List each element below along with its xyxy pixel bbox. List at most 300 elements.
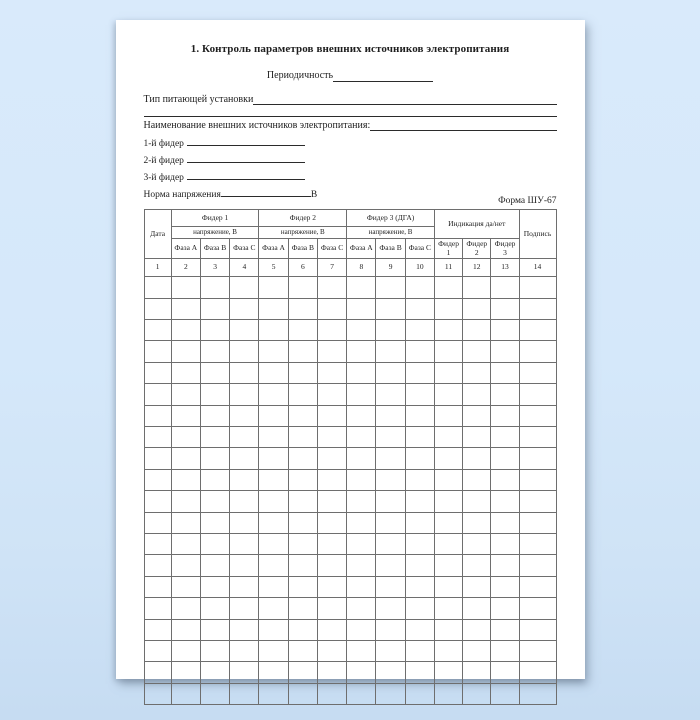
table-empty-cell <box>259 277 288 298</box>
table-empty-cell <box>405 426 434 447</box>
table-empty-cell <box>317 491 346 512</box>
table-empty-cell <box>317 662 346 683</box>
feeder-1-label: 1-й фидер <box>143 139 184 149</box>
table-empty-cell <box>317 512 346 533</box>
table-empty-cell <box>376 555 405 576</box>
feeder-2-blank-line <box>187 152 305 163</box>
table-empty-cell <box>519 576 556 597</box>
table-body <box>144 277 556 705</box>
table-empty-cell <box>519 362 556 383</box>
table-empty-cell <box>376 598 405 619</box>
table-empty-cell <box>144 384 171 405</box>
table-empty-cell <box>463 362 491 383</box>
table-empty-cell <box>171 469 200 490</box>
feeder-1-group-header: Фидер 1 <box>171 210 259 227</box>
continuation-blank-row <box>144 106 557 117</box>
table-empty-cell <box>519 298 556 319</box>
table-empty-cell <box>347 533 376 554</box>
table-header <box>144 210 556 277</box>
table-empty-cell <box>171 320 200 341</box>
table-empty-cell <box>317 555 346 576</box>
table-empty-cell <box>144 362 171 383</box>
table-empty-cell <box>200 469 229 490</box>
table-empty-cell <box>317 448 346 469</box>
table-empty-cell <box>491 341 519 362</box>
table-empty-cell <box>144 533 171 554</box>
table-empty-cell <box>491 384 519 405</box>
column-number: 14 <box>519 259 556 277</box>
table-empty-cell <box>519 683 556 704</box>
table-empty-cell <box>259 491 288 512</box>
table-empty-cell <box>491 640 519 661</box>
feeder-2-phase-b-header: Фаза В <box>288 239 317 259</box>
table-empty-cell <box>491 469 519 490</box>
column-number: 10 <box>405 259 434 277</box>
table-empty-cell <box>317 384 346 405</box>
table-empty-cell <box>434 341 462 362</box>
column-number: 8 <box>347 259 376 277</box>
table-empty-cell <box>347 512 376 533</box>
table-empty-cell <box>288 405 317 426</box>
table-empty-cell <box>434 598 462 619</box>
sources-heading-row <box>144 120 557 132</box>
table-empty-cell <box>200 512 229 533</box>
table-empty-cell <box>230 341 259 362</box>
table-empty-cell <box>376 426 405 447</box>
table-empty-cell <box>434 640 462 661</box>
table-empty-cell <box>519 448 556 469</box>
installation-type-row <box>144 94 557 106</box>
feeder-1-phase-a-header: Фаза А <box>171 239 200 259</box>
table-empty-cell <box>200 298 229 319</box>
table-empty-cell <box>171 405 200 426</box>
table-empty-cell <box>144 491 171 512</box>
table-empty-cell <box>200 277 229 298</box>
table-empty-cell <box>491 555 519 576</box>
table-empty-row <box>144 448 556 469</box>
table-empty-cell <box>434 448 462 469</box>
table-empty-cell <box>259 598 288 619</box>
table-empty-cell <box>317 533 346 554</box>
table-empty-cell <box>491 405 519 426</box>
table-empty-cell <box>434 491 462 512</box>
table-empty-cell <box>200 426 229 447</box>
table-empty-cell <box>519 277 556 298</box>
table-empty-cell <box>347 448 376 469</box>
table-empty-cell <box>259 533 288 554</box>
table-empty-cell <box>463 640 491 661</box>
column-number: 4 <box>230 259 259 277</box>
table-empty-cell <box>491 362 519 383</box>
table-empty-row <box>144 426 556 447</box>
table-empty-cell <box>230 362 259 383</box>
table-empty-cell <box>463 512 491 533</box>
table-empty-cell <box>288 277 317 298</box>
table-empty-cell <box>434 320 462 341</box>
feeder-2-phase-c-header: Фаза С <box>317 239 346 259</box>
table-empty-cell <box>259 469 288 490</box>
table-empty-cell <box>519 533 556 554</box>
table-empty-cell <box>463 683 491 704</box>
table-empty-cell <box>230 384 259 405</box>
table-empty-cell <box>171 384 200 405</box>
table-empty-cell <box>230 598 259 619</box>
table-empty-cell <box>519 384 556 405</box>
table-empty-cell <box>288 555 317 576</box>
table-empty-row <box>144 362 556 383</box>
table-empty-cell <box>405 469 434 490</box>
feeder-3-phase-c-header: Фаза С <box>405 239 434 259</box>
table-empty-cell <box>434 512 462 533</box>
table-empty-cell <box>144 405 171 426</box>
table-empty-cell <box>288 576 317 597</box>
table-empty-row <box>144 576 556 597</box>
table-empty-cell <box>405 662 434 683</box>
table-empty-cell <box>144 277 171 298</box>
app-background <box>0 20 700 679</box>
table-empty-cell <box>288 533 317 554</box>
table-empty-cell <box>171 598 200 619</box>
table-empty-cell <box>317 341 346 362</box>
table-empty-cell <box>491 683 519 704</box>
table-empty-cell <box>317 362 346 383</box>
table-empty-cell <box>347 341 376 362</box>
table-empty-cell <box>144 469 171 490</box>
table-empty-cell <box>259 662 288 683</box>
table-empty-row <box>144 277 556 298</box>
table-empty-cell <box>347 555 376 576</box>
table-empty-cell <box>144 426 171 447</box>
table-empty-cell <box>144 640 171 661</box>
table-empty-cell <box>519 405 556 426</box>
table-empty-cell <box>259 362 288 383</box>
feeder-2-row <box>144 152 557 169</box>
table-empty-cell <box>200 320 229 341</box>
signature-column-header: Подпись <box>519 210 556 259</box>
table-empty-cell <box>347 640 376 661</box>
table-empty-cell <box>376 640 405 661</box>
table-empty-cell <box>434 576 462 597</box>
table-empty-cell <box>519 426 556 447</box>
table-empty-cell <box>376 448 405 469</box>
table-empty-cell <box>230 469 259 490</box>
table-empty-cell <box>288 683 317 704</box>
table-empty-cell <box>259 512 288 533</box>
table-empty-cell <box>376 491 405 512</box>
table-empty-cell <box>288 598 317 619</box>
table-empty-cell <box>288 469 317 490</box>
indication-feeder-3-header: Фидер 3 <box>491 239 519 259</box>
voltage-unit-label: В <box>310 190 318 200</box>
column-number: 9 <box>376 259 405 277</box>
indication-feeder-2-header: Фидер 2 <box>463 239 491 259</box>
table-empty-cell <box>463 533 491 554</box>
table-empty-cell <box>405 512 434 533</box>
table-empty-cell <box>230 662 259 683</box>
feeder-2-voltage-subheader: напряжение, В <box>259 227 347 239</box>
table-empty-cell <box>317 277 346 298</box>
table-empty-cell <box>491 491 519 512</box>
table-empty-row <box>144 555 556 576</box>
table-empty-cell <box>463 448 491 469</box>
table-empty-cell <box>171 491 200 512</box>
table-empty-cell <box>200 640 229 661</box>
table-empty-cell <box>463 426 491 447</box>
table-empty-cell <box>463 576 491 597</box>
table-empty-cell <box>463 384 491 405</box>
table-empty-cell <box>288 384 317 405</box>
control-parameters-table <box>144 209 557 705</box>
column-number: 12 <box>463 259 491 277</box>
periodicity-label: Периодичность <box>266 70 334 81</box>
table-empty-cell <box>491 277 519 298</box>
table-empty-cell <box>405 576 434 597</box>
table-empty-cell <box>405 448 434 469</box>
feeder-3-group-header: Фидер 3 (ДГА) <box>347 210 435 227</box>
table-empty-cell <box>519 512 556 533</box>
table-empty-row <box>144 320 556 341</box>
table-empty-cell <box>259 576 288 597</box>
table-empty-cell <box>376 362 405 383</box>
feeder-3-label: 3-й фидер <box>143 173 184 183</box>
table-empty-cell <box>288 362 317 383</box>
table-empty-cell <box>519 662 556 683</box>
table-empty-cell <box>171 298 200 319</box>
table-empty-cell <box>230 619 259 640</box>
table-empty-cell <box>171 619 200 640</box>
table-empty-cell <box>230 491 259 512</box>
feeder-1-row <box>144 135 557 152</box>
table-empty-cell <box>347 491 376 512</box>
table-empty-cell <box>230 320 259 341</box>
indication-feeder-1-header: Фидер 1 <box>434 239 462 259</box>
table-empty-cell <box>144 298 171 319</box>
table-empty-cell <box>434 533 462 554</box>
table-empty-row <box>144 640 556 661</box>
table-empty-cell <box>259 405 288 426</box>
table-empty-cell <box>463 320 491 341</box>
voltage-norm-blank-line <box>221 186 311 197</box>
table-empty-cell <box>434 384 462 405</box>
table-empty-cell <box>317 320 346 341</box>
table-empty-cell <box>144 662 171 683</box>
feeder-3-phase-a-header: Фаза А <box>347 239 376 259</box>
table-empty-cell <box>144 512 171 533</box>
table-empty-cell <box>491 512 519 533</box>
table-empty-cell <box>405 298 434 319</box>
table-empty-cell <box>200 384 229 405</box>
table-empty-row <box>144 533 556 554</box>
feeder-3-voltage-subheader: напряжение, В <box>347 227 435 239</box>
table-empty-cell <box>171 662 200 683</box>
table-empty-cell <box>434 469 462 490</box>
table-empty-cell <box>171 341 200 362</box>
table-empty-cell <box>405 491 434 512</box>
form-document-page <box>116 20 585 679</box>
table-empty-cell <box>200 555 229 576</box>
table-empty-cell <box>463 277 491 298</box>
table-empty-cell <box>230 640 259 661</box>
table-empty-cell <box>347 384 376 405</box>
table-empty-row <box>144 619 556 640</box>
table-empty-cell <box>491 448 519 469</box>
table-empty-cell <box>376 405 405 426</box>
table-empty-cell <box>230 512 259 533</box>
table-empty-cell <box>519 491 556 512</box>
table-empty-cell <box>376 683 405 704</box>
feeder-2-group-header: Фидер 2 <box>259 210 347 227</box>
table-empty-cell <box>230 405 259 426</box>
table-empty-cell <box>259 426 288 447</box>
table-empty-cell <box>491 662 519 683</box>
table-empty-cell <box>405 640 434 661</box>
table-empty-cell <box>230 683 259 704</box>
table-empty-cell <box>317 619 346 640</box>
table-empty-cell <box>347 469 376 490</box>
column-number: 6 <box>288 259 317 277</box>
sources-blank-line <box>370 120 556 131</box>
table-empty-cell <box>347 426 376 447</box>
table-empty-cell <box>405 683 434 704</box>
table-empty-cell <box>405 362 434 383</box>
table-empty-cell <box>230 448 259 469</box>
table-empty-cell <box>405 341 434 362</box>
table-empty-cell <box>491 598 519 619</box>
table-empty-cell <box>259 448 288 469</box>
table-empty-cell <box>230 555 259 576</box>
table-empty-cell <box>317 405 346 426</box>
table-empty-cell <box>376 384 405 405</box>
table-empty-cell <box>463 341 491 362</box>
table-empty-cell <box>144 683 171 704</box>
table-empty-cell <box>434 662 462 683</box>
table-empty-cell <box>288 341 317 362</box>
table-empty-cell <box>317 640 346 661</box>
table-empty-cell <box>171 277 200 298</box>
table-empty-cell <box>347 576 376 597</box>
table-empty-cell <box>347 662 376 683</box>
table-empty-cell <box>519 341 556 362</box>
table-empty-cell <box>259 555 288 576</box>
feeder-3-blank-line <box>187 169 305 180</box>
table-empty-cell <box>434 362 462 383</box>
table-empty-cell <box>491 576 519 597</box>
installation-type-blank-line <box>253 94 556 105</box>
table-empty-cell <box>288 320 317 341</box>
table-empty-cell <box>288 640 317 661</box>
table-empty-cell <box>463 662 491 683</box>
table-empty-cell <box>230 426 259 447</box>
table-empty-cell <box>230 576 259 597</box>
table-empty-cell <box>463 298 491 319</box>
table-empty-cell <box>519 640 556 661</box>
table-empty-cell <box>200 362 229 383</box>
table-empty-cell <box>463 491 491 512</box>
document-title: 1. Контроль параметров внешних источников электропитания <box>190 43 510 55</box>
table-empty-cell <box>230 298 259 319</box>
table-empty-cell <box>171 426 200 447</box>
table-empty-row <box>144 683 556 704</box>
table-empty-cell <box>317 469 346 490</box>
table-empty-cell <box>376 298 405 319</box>
table-empty-cell <box>434 277 462 298</box>
table-empty-cell <box>405 405 434 426</box>
table-empty-cell <box>200 491 229 512</box>
table-empty-cell <box>317 298 346 319</box>
table-empty-cell <box>200 533 229 554</box>
table-empty-row <box>144 662 556 683</box>
table-empty-cell <box>144 576 171 597</box>
table-empty-cell <box>405 277 434 298</box>
continuation-blank-line <box>144 106 557 117</box>
table-empty-cell <box>200 598 229 619</box>
table-empty-cell <box>288 426 317 447</box>
table-empty-cell <box>463 619 491 640</box>
table-empty-cell <box>376 277 405 298</box>
table-empty-cell <box>491 320 519 341</box>
table-empty-cell <box>347 619 376 640</box>
column-number: 7 <box>317 259 346 277</box>
table-empty-cell <box>347 683 376 704</box>
table-empty-cell <box>376 576 405 597</box>
table-empty-cell <box>376 341 405 362</box>
table-empty-cell <box>463 555 491 576</box>
table-empty-cell <box>434 426 462 447</box>
column-number: 13 <box>491 259 519 277</box>
table-empty-cell <box>200 683 229 704</box>
table-empty-row <box>144 341 556 362</box>
column-number: 1 <box>144 259 171 277</box>
table-empty-cell <box>405 555 434 576</box>
table-empty-row <box>144 512 556 533</box>
table-empty-cell <box>288 512 317 533</box>
table-empty-cell <box>171 512 200 533</box>
table-empty-cell <box>288 662 317 683</box>
table-empty-cell <box>519 320 556 341</box>
table-empty-cell <box>434 683 462 704</box>
table-empty-row <box>144 405 556 426</box>
table-empty-row <box>144 384 556 405</box>
table-empty-cell <box>200 448 229 469</box>
table-empty-cell <box>171 533 200 554</box>
table-empty-cell <box>463 598 491 619</box>
sources-heading-label: Наименование внешних источников электропитания: <box>143 120 371 131</box>
table-empty-cell <box>288 619 317 640</box>
table-empty-cell <box>347 405 376 426</box>
table-empty-cell <box>200 341 229 362</box>
table-empty-cell <box>171 555 200 576</box>
header-row-groups <box>144 210 556 227</box>
feeder-1-phase-b-header: Фаза В <box>200 239 229 259</box>
table-empty-cell <box>144 448 171 469</box>
table-empty-row <box>144 469 556 490</box>
feeder-1-voltage-subheader: напряжение, В <box>171 227 259 239</box>
form-code-label: Форма ШУ-67 <box>498 196 557 206</box>
feeder-1-phase-c-header: Фаза С <box>230 239 259 259</box>
table-empty-cell <box>463 469 491 490</box>
table-empty-cell <box>144 320 171 341</box>
table-empty-cell <box>144 341 171 362</box>
feeder-1-blank-line <box>187 135 305 146</box>
table-empty-cell <box>230 533 259 554</box>
table-empty-cell <box>519 555 556 576</box>
table-empty-cell <box>171 576 200 597</box>
table-empty-cell <box>259 298 288 319</box>
table-empty-cell <box>347 277 376 298</box>
table-empty-cell <box>491 619 519 640</box>
table-empty-cell <box>259 640 288 661</box>
table-empty-cell <box>376 533 405 554</box>
